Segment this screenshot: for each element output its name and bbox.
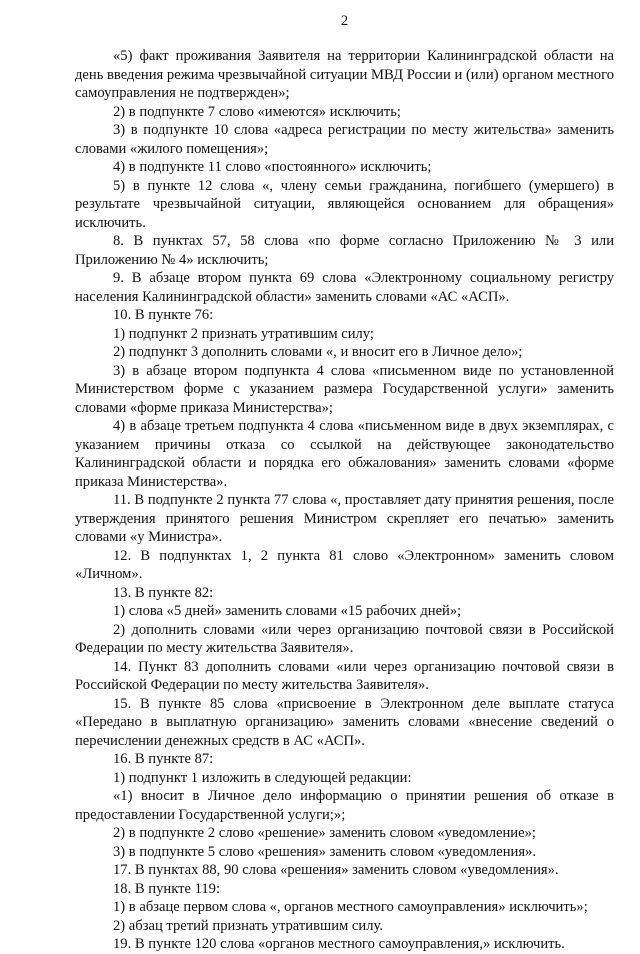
- paragraph: 2) в подпункте 7 слово «имеются» исключить;: [113, 103, 401, 120]
- paragraph: 16. В пункте 87:: [113, 751, 214, 767]
- paragraph: 8. В пунктах 57, 58 слова «по форме согласно Приложению № 3 или Приложению № 4» исключить;: [75, 233, 614, 268]
- paragraph: «5) факт проживания Заявителя на территории Калининградской области на день введения режима чрезвычайной ситуации МВД России и (или) органом местного самоуправления не подтвержден»;: [75, 48, 614, 101]
- paragraph: 2) дополнить словами «или через организацию почтовой связи в Российской Федерации по месту жительства Заявителя».: [75, 621, 614, 656]
- paragraph: 3) в абзаце втором подпункта 4 слова «письменном виде по установленной Министерством форме с указанием размера Государственной услуги» заменить словами «форме приказа Министерства»;: [75, 362, 614, 416]
- page-number: 2: [340, 13, 349, 29]
- paragraph: 11. В подпункте 2 пункта 77 слова «, проставляет дату принятия решения, после утверждения принятого решения Министром скрепляет его печатью» заменить словами «у Министра».: [75, 492, 614, 545]
- paragraph: 18. В пункте 119:: [113, 880, 220, 897]
- paragraph: 2) в подпункте 2 слово «решение» заменить словом «уведомление»;: [113, 825, 536, 841]
- paragraph: 1) слова «5 дней» заменить словами «15 рабочих дней»;: [113, 603, 462, 619]
- paragraph: 15. В пункте 85 слова «присвоение в Электронном деле выплате статуса «Передано в выплатную организацию» заменить словами «внесение сведений о перечислении денежных средств в АС «АСП».: [75, 695, 614, 749]
- paragraph: 17. В пунктах 88, 90 слова «решения» заменить словом «уведомления».: [113, 862, 559, 878]
- paragraph: 4) в подпункте 11 слово «постоянного» исключить;: [113, 159, 432, 175]
- paragraph: 3) в подпункте 5 слово «решения» заменить словом «уведомления».: [113, 843, 536, 860]
- paragraph: 10. В пункте 76:: [113, 307, 214, 323]
- paragraph: 12. В подпунктах 1, 2 пункта 81 слово «Электронном» заменить словом «Личном».: [75, 547, 614, 582]
- paragraph: 1) подпункт 2 признать утратившим силу;: [113, 325, 374, 342]
- paragraph: 19. В пункте 120 слова «органов местного самоуправления,» исключить.: [113, 936, 565, 952]
- paragraph: 1) в абзаце первом слова «, органов местного самоуправления» исключить»;: [113, 899, 588, 915]
- paragraph: 5) в пункте 12 слова «, члену семьи гражданина, погибшего (умершего) в результате чрезвычайной ситуации, являющейся основанием для обращения» исключить.: [75, 177, 614, 231]
- paragraph: 1) подпункт 1 изложить в следующей редакции:: [113, 769, 412, 786]
- paragraph: 13. В пункте 82:: [113, 584, 214, 601]
- paragraph: 4) в абзаце третьем подпункта 4 слова «письменном виде в двух экземплярах, с указанием причины отказа со ссылкой на действующее законодательство Калининградской области и порядка его обжалования» заменить словами «форме приказа Министерства».: [75, 418, 614, 490]
- paragraph: 9. В абзаце втором пункта 69 слова «Электронному социальному регистру населения Калининградской области» заменить словами «АС «АСП».: [75, 270, 614, 305]
- paragraph: «1) вносит в Личное дело информацию о принятии решения об отказе в предоставлении Государственной услуги;»;: [75, 788, 614, 823]
- paragraph: 2) подпункт 3 дополнить словами «, и вносит его в Личное дело»;: [113, 344, 523, 360]
- paragraph: 3) в подпункте 10 слова «адреса регистрации по месту жительства» заменить словами «жилого помещения»;: [75, 122, 614, 157]
- paragraph: 2) абзац третий признать утратившим силу.: [113, 917, 383, 934]
- paragraph: 14. Пункт 83 дополнить словами «или через организацию почтовой связи в Российской Федерации по месту жительства Заявителя».: [75, 658, 614, 693]
